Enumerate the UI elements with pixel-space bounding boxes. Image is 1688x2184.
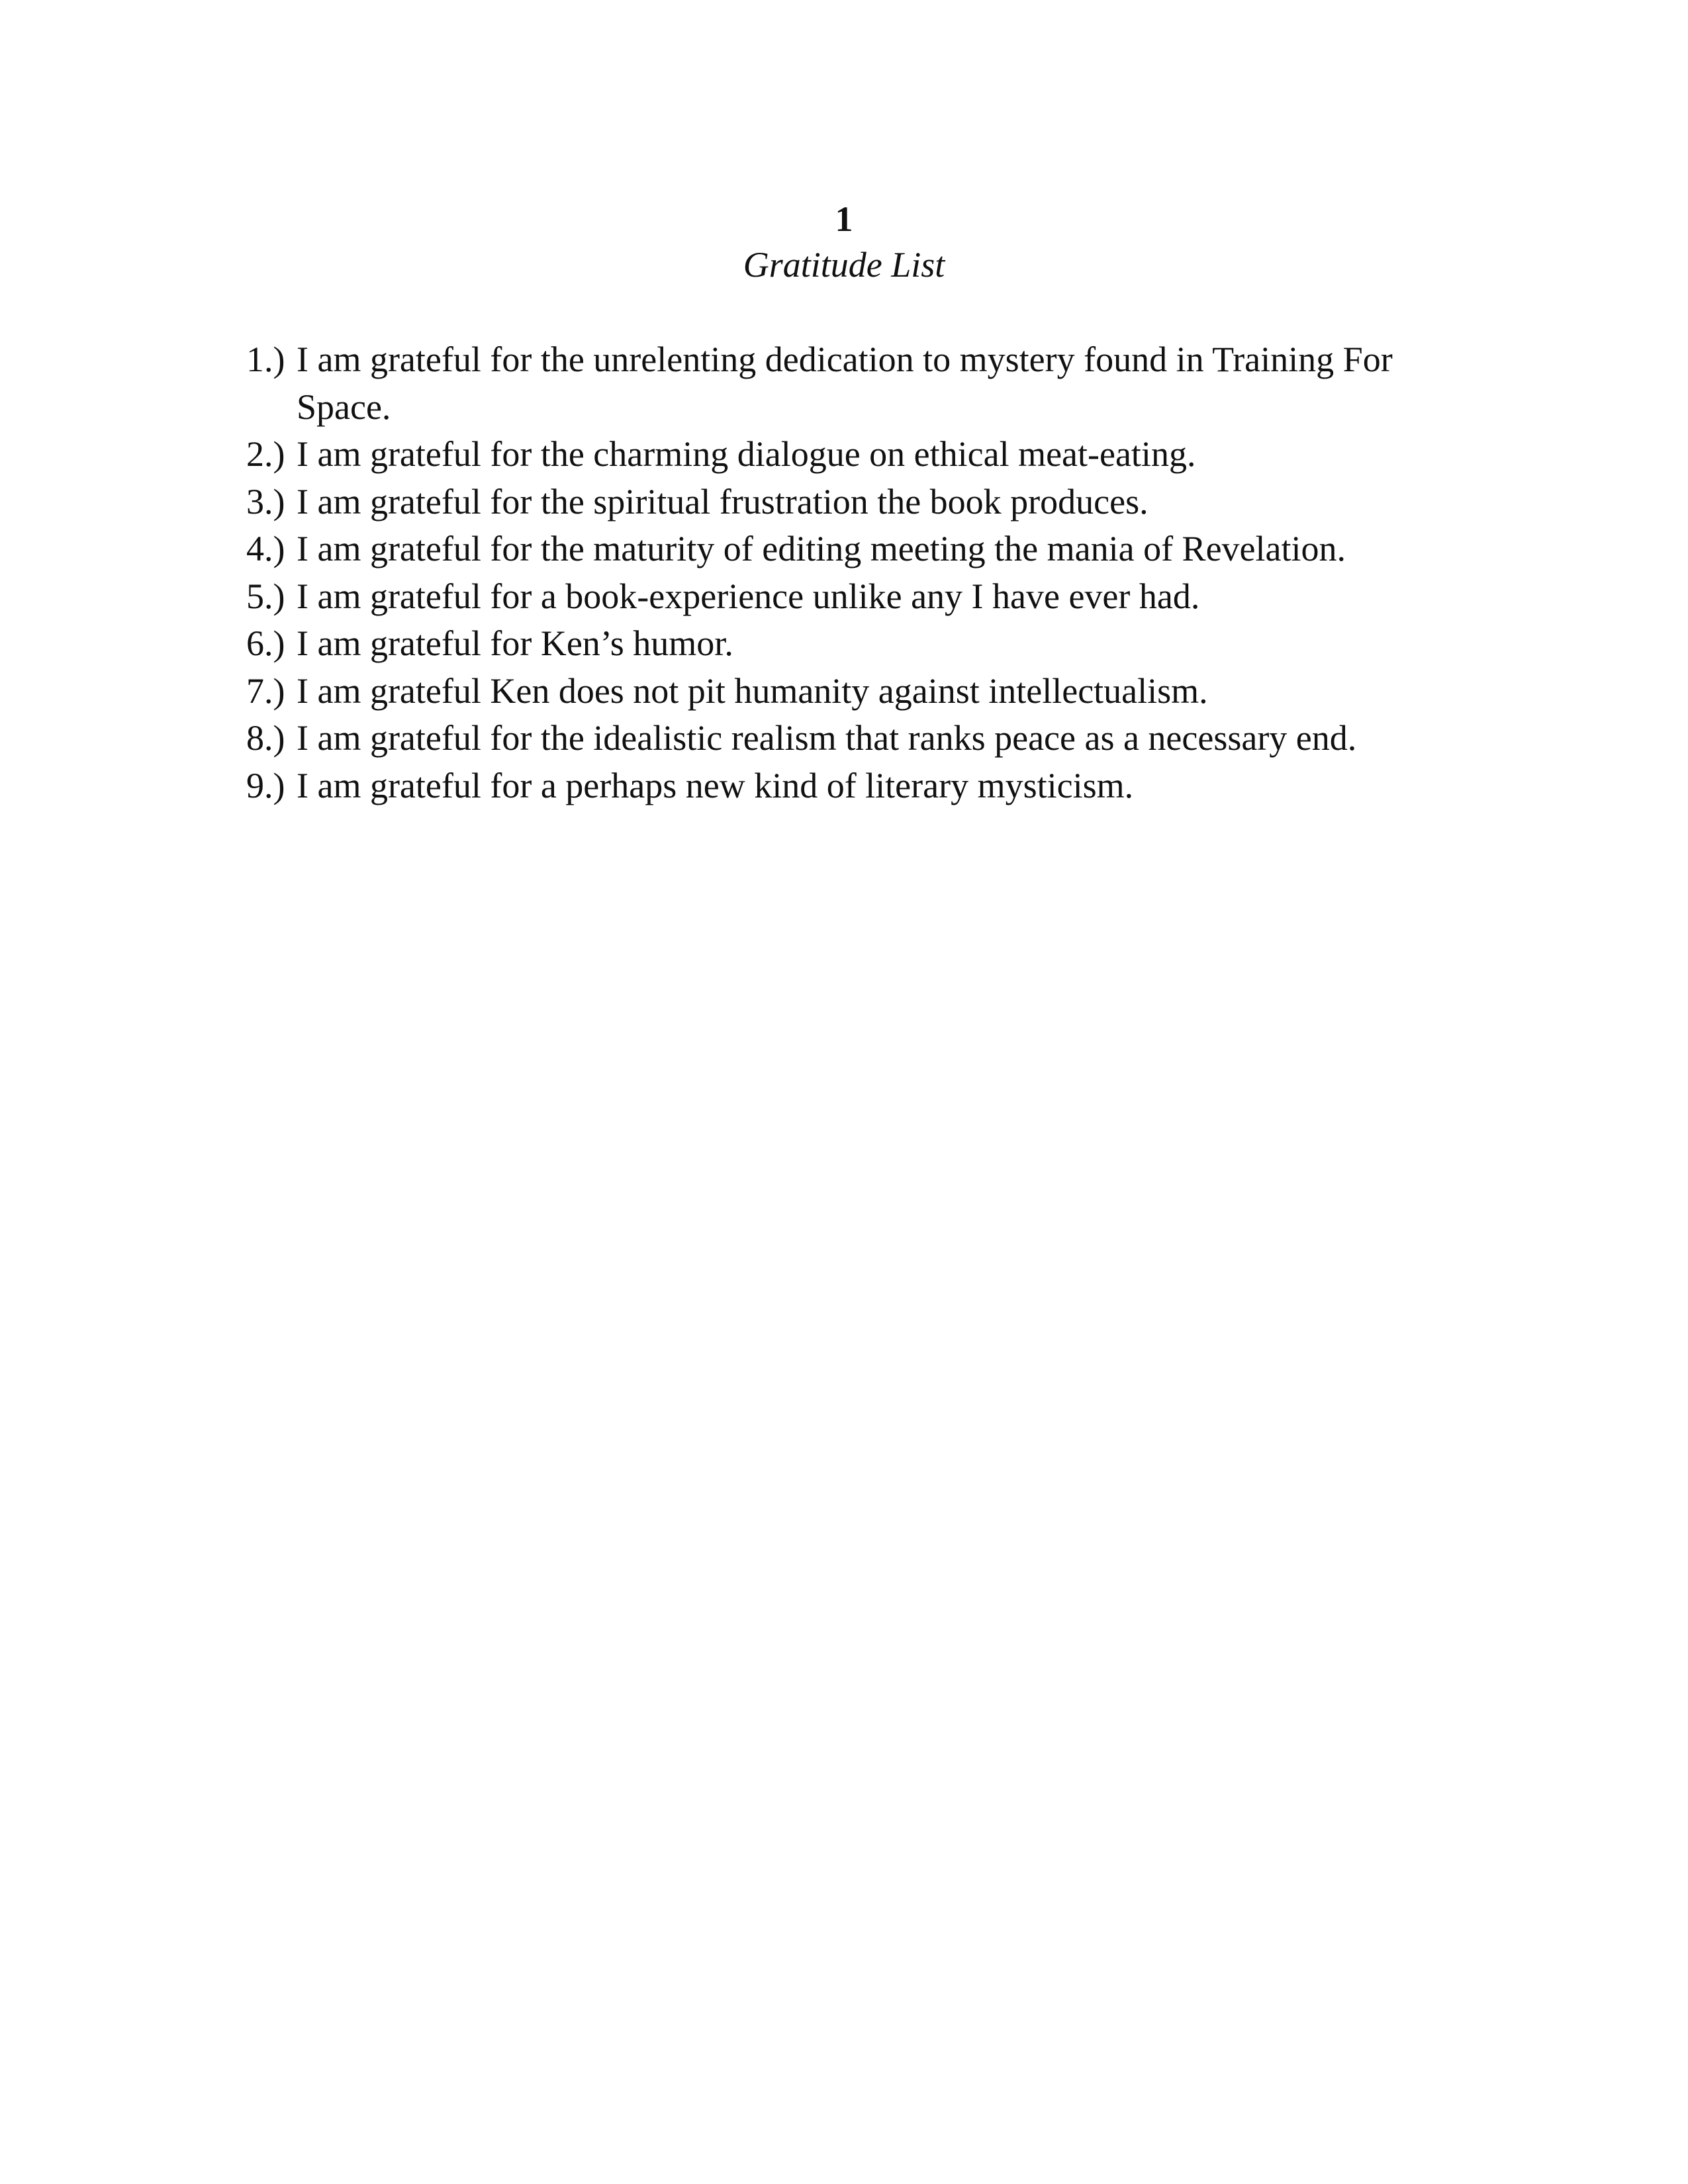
list-item-number: 9.): [246, 765, 285, 805]
list-item: [246, 525, 1464, 573]
list-item-text: I am grateful for the idealistic realism that ranks peace as a necessary end.: [297, 718, 1357, 758]
list-item: [246, 620, 1464, 668]
list-item-text: I am grateful for the maturity of editing meeting the mania of Revelation.: [297, 529, 1346, 569]
list-item-number: 2.): [246, 434, 285, 474]
list-item-number: 3.): [246, 481, 285, 522]
list-item-text: I am grateful for a book-experience unlike any I have ever had.: [297, 576, 1200, 616]
list-item-text: I am grateful for a perhaps new kind of literary mysticism.: [297, 765, 1134, 805]
list-item-text: I am grateful for the unrelenting dedication to mystery found in Training For Space.: [297, 340, 1393, 427]
list-item-text: I am grateful for the spiritual frustration the book produces.: [297, 481, 1149, 522]
list-item-number: 8.): [246, 718, 285, 758]
list-item: [246, 478, 1464, 526]
list-item: [246, 762, 1464, 810]
gratitude-list: [246, 336, 1464, 809]
chapter-title: Gratitude List: [743, 245, 945, 285]
list-item-text: I am grateful Ken does not pit humanity against intellectualism.: [297, 670, 1208, 711]
list-item-number: 7.): [246, 670, 285, 711]
list-item-number: 1.): [246, 340, 285, 379]
list-item: [246, 431, 1464, 478]
list-item-number: 4.): [246, 529, 285, 569]
list-item-text: I am grateful for the charming dialogue on ethical meat-eating.: [297, 434, 1196, 474]
list-item-text: I am grateful for Ken’s humor.: [297, 623, 733, 663]
list-item: [246, 573, 1464, 621]
list-item: [246, 668, 1464, 715]
chapter-number: 1: [835, 199, 853, 239]
list-item-number: 6.): [246, 623, 285, 663]
list-item-number: 5.): [246, 576, 285, 616]
list-item: [246, 336, 1464, 431]
list-item: [246, 715, 1464, 762]
